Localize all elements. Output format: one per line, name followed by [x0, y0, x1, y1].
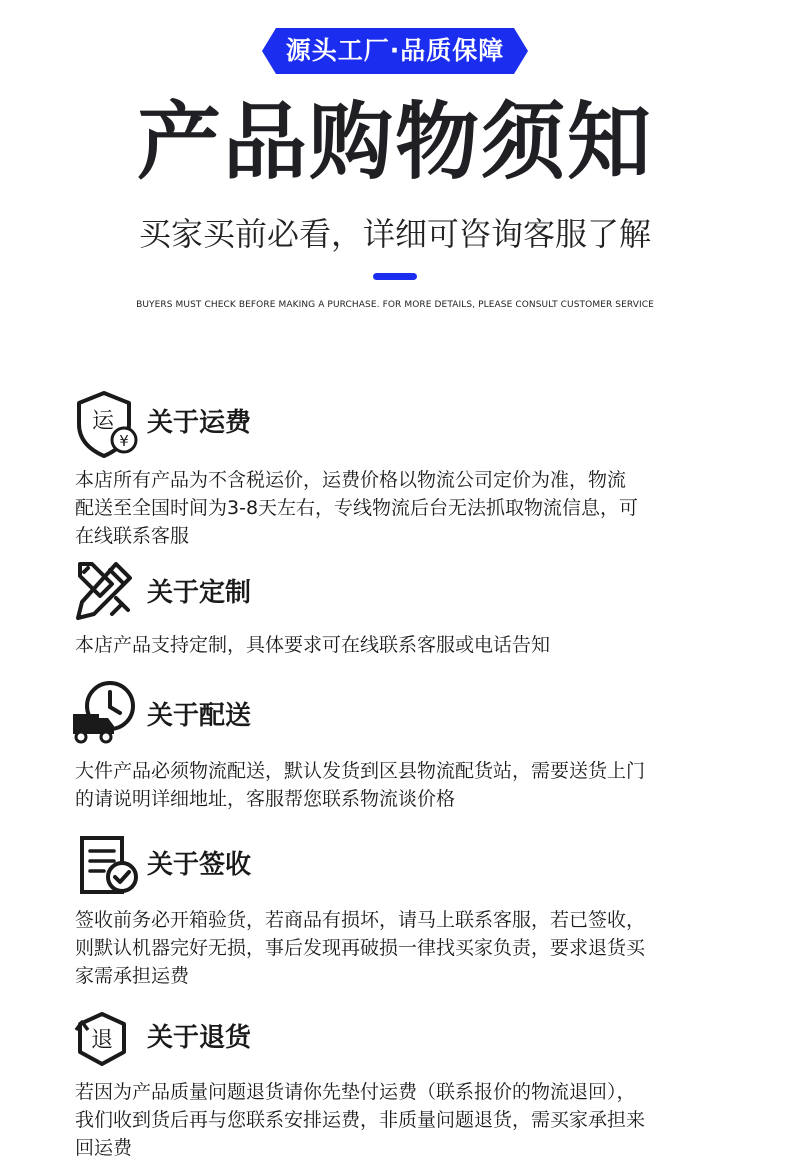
body-line: 大件产品必须物流配送，默认发货到区县物流配货站，需要送货上门 — [75, 760, 646, 782]
body-line: 若因为产品质量问题退货请你先垫付运费（联系报价的物流退回）， — [75, 1081, 636, 1103]
section-title: 关于运费 — [147, 408, 252, 438]
body-line: 的请说明详细地址，客服帮您联系物流谈价格 — [75, 788, 456, 810]
section-title: 关于签收 — [147, 850, 252, 880]
section-title: 关于退货 — [147, 1023, 252, 1053]
body-line: 本店产品支持定制，具体要求可在线联系客服或电话告知 — [75, 634, 551, 656]
section-body — [75, 1078, 725, 1162]
body-line: 回运费 — [75, 1137, 133, 1159]
header-badge — [262, 28, 528, 74]
body-line: 家需承担运费 — [75, 965, 190, 987]
page-title: 产品购物须知 — [136, 93, 653, 191]
return-icon-char: 退 — [90, 1028, 114, 1053]
body-line: 配送至全国时间为3-8天左右，专线物流后台无法抓取物流信息，可 — [75, 497, 639, 519]
section-body — [75, 757, 725, 813]
accent-divider — [373, 273, 417, 280]
page-subtitle-english: BUYERS MUST CHECK BEFORE MAKING A PURCHASE. FOR MORE DETAILS, PLEASE CONSULT CUSTOMER SERVICE — [136, 300, 654, 310]
customize-pencil-icon — [72, 558, 136, 622]
shipping-fee-shield-icon — [72, 390, 142, 460]
section-title: 关于定制 — [147, 578, 252, 608]
page-subtitle: 买家买前必看，详细可咨询客服了解 — [138, 215, 651, 253]
section-body — [75, 466, 725, 550]
shipping-icon-char: 运 — [91, 409, 115, 434]
body-line: 则默认机器完好无损，事后发现再破损一律找买家负责，要求退货买 — [75, 937, 646, 959]
section-body — [75, 631, 725, 659]
svg-text:¥: ¥ — [119, 432, 129, 450]
body-line: 我们收到货后再与您联系安排运费，非质量问题退货，需买家承担来 — [75, 1109, 646, 1131]
return-goods-icon — [72, 1008, 134, 1070]
body-line: 在线联系客服 — [75, 525, 190, 547]
body-line: 签收前务必开箱验货，若商品有损坏，请马上联系客服，若已签收， — [75, 909, 646, 931]
section-body — [75, 906, 725, 990]
badge-text: 源头工厂·品质保障 — [285, 36, 505, 65]
delivery-truck-clock-icon — [72, 680, 138, 744]
body-line: 本店所有产品为不含税运价，运费价格以物流公司定价为准，物流 — [75, 469, 627, 491]
section-title: 关于配送 — [147, 701, 252, 731]
sign-document-check-icon — [72, 835, 140, 897]
